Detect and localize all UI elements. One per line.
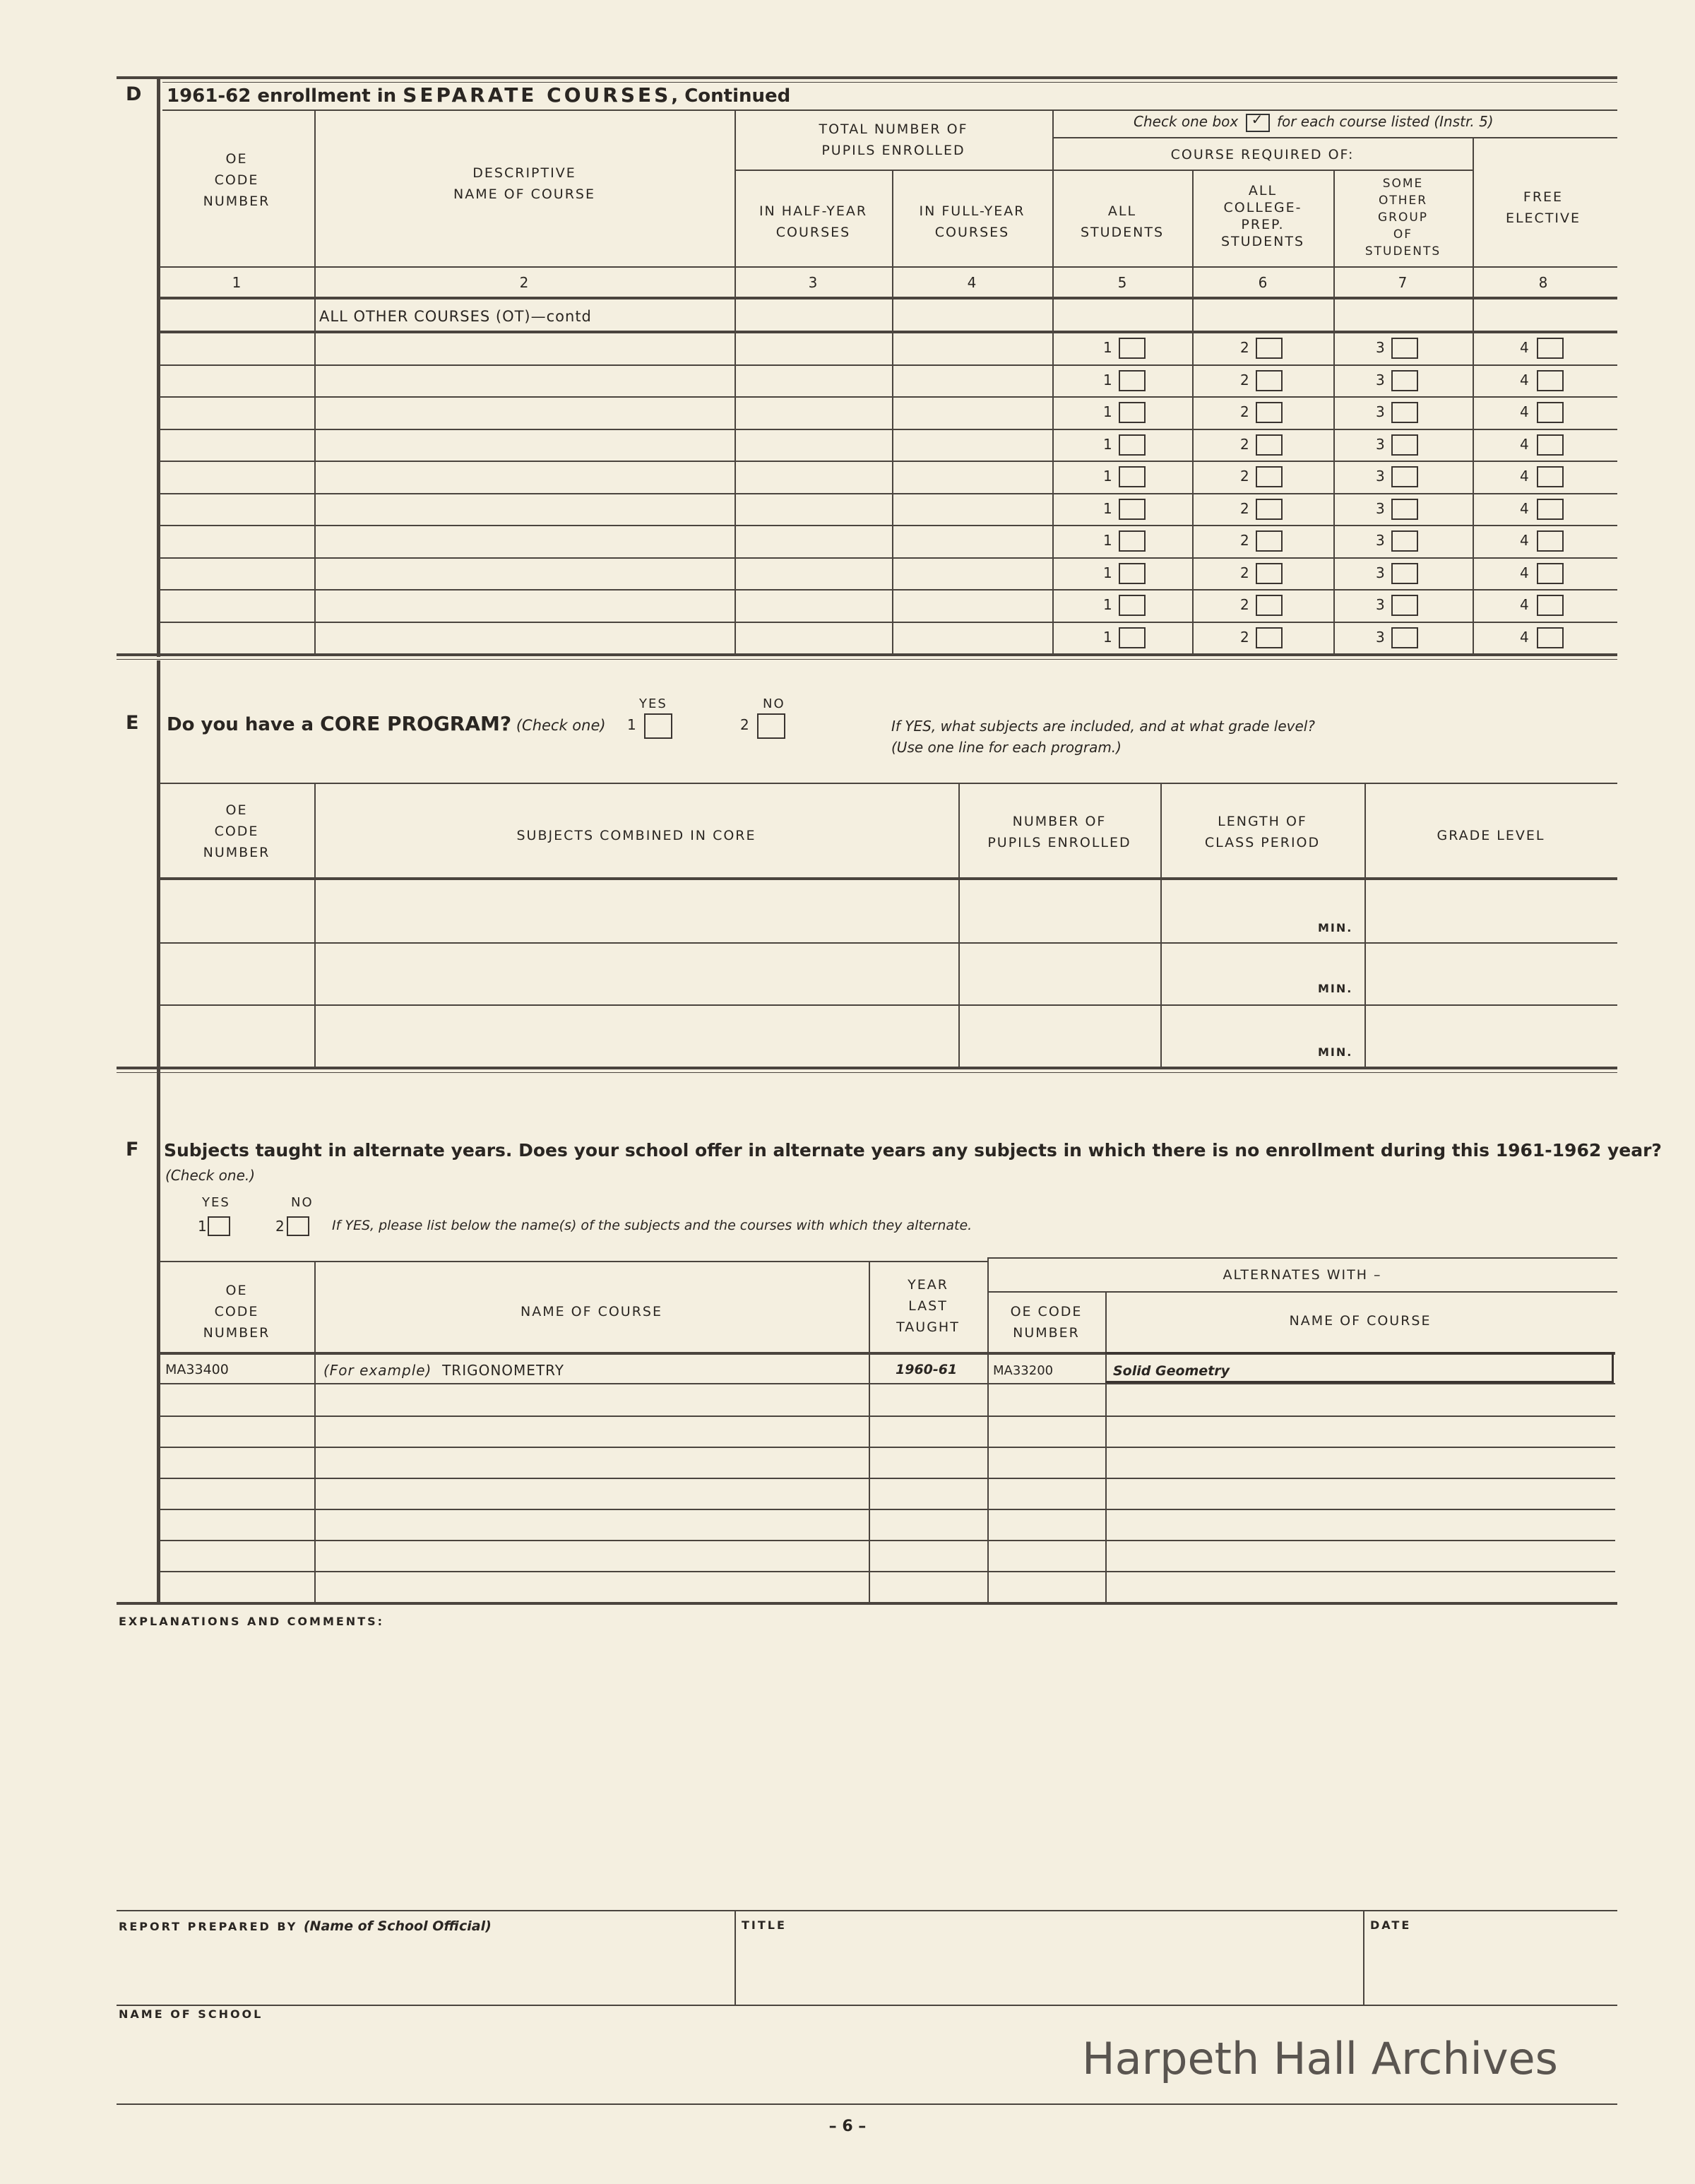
required-checkbox-2[interactable] bbox=[1256, 338, 1283, 359]
course-oe-code-cell[interactable] bbox=[161, 430, 312, 460]
required-checkbox-4[interactable] bbox=[1537, 530, 1564, 552]
required-checkbox-2[interactable] bbox=[1256, 627, 1283, 648]
checkbox-number: 2 bbox=[1240, 596, 1249, 613]
checkbox-number: 3 bbox=[1376, 596, 1385, 613]
required-checkbox-4[interactable] bbox=[1537, 370, 1564, 391]
col-num-2: 2 bbox=[519, 274, 529, 291]
half-year-cell[interactable] bbox=[737, 559, 891, 588]
check-mark-icon: ✓ bbox=[1246, 114, 1270, 132]
checkbox-number: 2 bbox=[1240, 532, 1249, 549]
alternate-years-question: Subjects taught in alternate years. Does your school offer in alternate years any subjects in which there is no enrollment during this 1961-1962 year? bbox=[164, 1140, 1662, 1161]
required-checkbox-1[interactable] bbox=[1119, 466, 1146, 487]
checkbox-number: 2 bbox=[1240, 500, 1249, 517]
checkbox-number: 4 bbox=[1520, 532, 1529, 549]
alt-yes-number: 1 bbox=[198, 1218, 207, 1235]
checkbox-number: 1 bbox=[1103, 339, 1112, 356]
alt-no-number: 2 bbox=[275, 1218, 285, 1235]
col-college-prep-header: ALL COLLEGE- PREP. STUDENTS bbox=[1220, 183, 1305, 249]
section-f-letter: F bbox=[126, 1139, 139, 1161]
half-year-cell[interactable] bbox=[737, 398, 891, 427]
required-checkbox-3[interactable] bbox=[1391, 370, 1418, 391]
half-year-cell[interactable] bbox=[737, 494, 891, 524]
course-name-cell[interactable] bbox=[316, 430, 733, 460]
required-checkbox-4[interactable] bbox=[1537, 595, 1564, 616]
col-num-1: 1 bbox=[232, 274, 242, 291]
check-one-label: (Check one.) bbox=[165, 1167, 256, 1184]
required-checkbox-1[interactable] bbox=[1119, 595, 1146, 616]
course-required-header: COURSE REQUIRED OF: bbox=[1170, 147, 1355, 162]
full-year-cell[interactable] bbox=[894, 430, 1051, 460]
checkbox-number: 2 bbox=[1240, 403, 1249, 420]
example-alt-code: MA33200 bbox=[993, 1363, 1054, 1378]
required-checkbox-2[interactable] bbox=[1256, 595, 1283, 616]
col-half-year-header: IN HALF-YEAR COURSES bbox=[759, 203, 868, 240]
checkbox-number: 4 bbox=[1520, 564, 1529, 581]
required-checkbox-3[interactable] bbox=[1391, 466, 1418, 487]
required-checkbox-2[interactable] bbox=[1256, 466, 1283, 487]
alt-col-year: YEAR LAST TAUGHT bbox=[896, 1277, 960, 1335]
course-name-cell[interactable] bbox=[316, 462, 733, 492]
course-oe-code-cell[interactable] bbox=[161, 559, 312, 588]
col-num-8: 8 bbox=[1538, 274, 1548, 291]
checkbox-number: 2 bbox=[1240, 372, 1249, 388]
core-col-grade: GRADE LEVEL bbox=[1437, 828, 1545, 843]
checkbox-number: 4 bbox=[1520, 372, 1529, 388]
required-checkbox-2[interactable] bbox=[1256, 370, 1283, 391]
course-oe-code-cell[interactable] bbox=[161, 494, 312, 524]
min-label-1: MIN. bbox=[1318, 921, 1353, 934]
checkbox-number: 2 bbox=[1240, 436, 1249, 453]
required-checkbox-1[interactable] bbox=[1119, 627, 1146, 648]
half-year-cell[interactable] bbox=[737, 623, 891, 653]
checkbox-number: 4 bbox=[1520, 403, 1529, 420]
checkbox-number: 3 bbox=[1376, 372, 1385, 388]
date-label: DATE bbox=[1370, 1918, 1412, 1932]
example-alt-name: Solid Geometry bbox=[1113, 1363, 1230, 1379]
required-checkbox-3[interactable] bbox=[1391, 338, 1418, 359]
checkbox-number: 2 bbox=[1240, 629, 1249, 646]
alt-col-alt-name: NAME OF COURSE bbox=[1289, 1313, 1432, 1329]
course-oe-code-cell[interactable] bbox=[161, 623, 312, 653]
alt-col-oe-code: OE CODE NUMBER bbox=[203, 1283, 270, 1341]
checkbox-number: 3 bbox=[1376, 629, 1385, 646]
checkbox-number: 3 bbox=[1376, 500, 1385, 517]
checkbox-number: 1 bbox=[1103, 564, 1112, 581]
required-checkbox-4[interactable] bbox=[1537, 338, 1564, 359]
checkbox-number: 1 bbox=[1103, 468, 1112, 485]
full-year-cell[interactable] bbox=[894, 526, 1051, 556]
course-name-cell[interactable] bbox=[316, 526, 733, 556]
required-checkbox-3[interactable] bbox=[1391, 530, 1418, 552]
course-name-cell[interactable] bbox=[316, 333, 733, 363]
total-pupils-header: TOTAL NUMBER OF PUPILS ENROLLED bbox=[819, 121, 968, 158]
alt-no-label: NO bbox=[291, 1195, 314, 1210]
col-oe-code-header: OE CODE NUMBER bbox=[203, 151, 270, 209]
course-name-cell[interactable] bbox=[316, 494, 733, 524]
required-checkbox-4[interactable] bbox=[1537, 499, 1564, 520]
col-free-elective-header: FREE ELECTIVE bbox=[1505, 189, 1581, 226]
col-other-group-header: SOME OTHER GROUP OF STUDENTS bbox=[1364, 177, 1441, 259]
archive-watermark: Harpeth Hall Archives bbox=[1082, 2033, 1558, 2084]
half-year-cell[interactable] bbox=[737, 526, 891, 556]
required-checkbox-3[interactable] bbox=[1391, 595, 1418, 616]
col-full-year-header: IN FULL-YEAR COURSES bbox=[919, 203, 1025, 240]
core-col-pupils: NUMBER OF PUPILS ENROLLED bbox=[987, 814, 1131, 850]
section-d-title: 1961-62 enrollment in SEPARATE COURSES, Continued bbox=[167, 83, 791, 107]
half-year-cell[interactable] bbox=[737, 590, 891, 620]
required-checkbox-4[interactable] bbox=[1537, 563, 1564, 584]
example-oe-code: MA33400 bbox=[165, 1362, 229, 1377]
core-no-number: 2 bbox=[740, 716, 749, 733]
checkbox-number: 4 bbox=[1520, 436, 1529, 453]
explanations-label: EXPLANATIONS AND COMMENTS: bbox=[119, 1615, 385, 1628]
col-num-5: 5 bbox=[1117, 274, 1127, 291]
col-num-3: 3 bbox=[808, 274, 818, 291]
half-year-cell[interactable] bbox=[737, 366, 891, 396]
checkbox-number: 1 bbox=[1103, 436, 1112, 453]
min-label-2: MIN. bbox=[1318, 982, 1353, 995]
course-oe-code-cell[interactable] bbox=[161, 333, 312, 363]
checkbox-number: 1 bbox=[1103, 500, 1112, 517]
half-year-cell[interactable] bbox=[737, 462, 891, 492]
full-year-cell[interactable] bbox=[894, 494, 1051, 524]
full-year-cell[interactable] bbox=[894, 559, 1051, 588]
required-checkbox-1[interactable] bbox=[1119, 563, 1146, 584]
required-checkbox-4[interactable] bbox=[1537, 402, 1564, 423]
required-checkbox-1[interactable] bbox=[1119, 530, 1146, 552]
checkbox-number: 4 bbox=[1520, 596, 1529, 613]
full-year-cell[interactable] bbox=[894, 462, 1051, 492]
alt-col-name: NAME OF COURSE bbox=[521, 1304, 662, 1319]
required-checkbox-2[interactable] bbox=[1256, 434, 1283, 456]
title-label: TITLE bbox=[742, 1918, 787, 1932]
prepared-by-label: REPORT PREPARED BY (Name of School Official) bbox=[119, 1918, 492, 1934]
school-name-label: NAME OF SCHOOL bbox=[119, 2007, 263, 2021]
col-all-students-header: ALL STUDENTS bbox=[1080, 203, 1165, 240]
required-checkbox-2[interactable] bbox=[1256, 499, 1283, 520]
required-checkbox-3[interactable] bbox=[1391, 402, 1418, 423]
checkbox-number: 3 bbox=[1376, 339, 1385, 356]
checkbox-number: 1 bbox=[1103, 596, 1112, 613]
explanations-field[interactable] bbox=[119, 1632, 1616, 1907]
checkbox-number: 4 bbox=[1520, 500, 1529, 517]
date-field[interactable] bbox=[1367, 1938, 1614, 2002]
full-year-cell[interactable] bbox=[894, 333, 1051, 363]
full-year-cell[interactable] bbox=[894, 366, 1051, 396]
half-year-cell[interactable] bbox=[737, 430, 891, 460]
required-checkbox-1[interactable] bbox=[1119, 434, 1146, 456]
required-checkbox-3[interactable] bbox=[1391, 563, 1418, 584]
course-oe-code-cell[interactable] bbox=[161, 366, 312, 396]
course-oe-code-cell[interactable] bbox=[161, 590, 312, 620]
core-col-subjects: SUBJECTS COMBINED IN CORE bbox=[516, 828, 756, 843]
example-course-name: (For example) TRIGONOMETRY bbox=[323, 1362, 564, 1379]
course-oe-code-cell[interactable] bbox=[161, 462, 312, 492]
course-oe-code-cell[interactable] bbox=[161, 526, 312, 556]
required-checkbox-1[interactable] bbox=[1119, 370, 1146, 391]
required-checkbox-2[interactable] bbox=[1256, 530, 1283, 552]
core-col-length: LENGTH OF CLASS PERIOD bbox=[1204, 814, 1321, 850]
title-field[interactable] bbox=[739, 1938, 1360, 2002]
checkbox-number: 2 bbox=[1240, 564, 1249, 581]
alt-yes-checkbox[interactable] bbox=[208, 1216, 230, 1236]
core-no-checkbox[interactable] bbox=[757, 713, 785, 739]
core-instruction-2: (Use one line for each program.) bbox=[891, 739, 1122, 756]
core-yes-label: YES bbox=[639, 696, 667, 711]
core-instruction-1: If YES, what subjects are included, and at what grade level? bbox=[891, 718, 1315, 735]
checkbox-number: 1 bbox=[1103, 403, 1112, 420]
checkbox-number: 1 bbox=[1103, 372, 1112, 388]
course-oe-code-cell[interactable] bbox=[161, 398, 312, 427]
checkbox-number: 1 bbox=[1103, 532, 1112, 549]
checkbox-number: 3 bbox=[1376, 468, 1385, 485]
required-checkbox-2[interactable] bbox=[1256, 402, 1283, 423]
checkbox-number: 3 bbox=[1376, 532, 1385, 549]
checkbox-number: 3 bbox=[1376, 436, 1385, 453]
required-checkbox-3[interactable] bbox=[1391, 434, 1418, 456]
page-number: – 6 – bbox=[828, 2118, 867, 2135]
required-checkbox-3[interactable] bbox=[1391, 627, 1418, 648]
course-name-cell[interactable] bbox=[316, 559, 733, 588]
core-yes-checkbox[interactable] bbox=[644, 713, 672, 739]
course-name-cell[interactable] bbox=[316, 366, 733, 396]
col-descriptive-name-header: DESCRIPTIVE NAME OF COURSE bbox=[453, 165, 595, 202]
alt-col-alt-code: OE CODE NUMBER bbox=[1010, 1304, 1083, 1341]
required-checkbox-4[interactable] bbox=[1537, 466, 1564, 487]
course-name-cell[interactable] bbox=[316, 623, 733, 653]
min-label-3: MIN. bbox=[1318, 1045, 1353, 1059]
alt-yes-label: YES bbox=[202, 1195, 230, 1210]
checkbox-number: 2 bbox=[1240, 339, 1249, 356]
section-d-letter: D bbox=[126, 83, 142, 105]
checkbox-number: 3 bbox=[1376, 403, 1385, 420]
full-year-cell[interactable] bbox=[894, 623, 1051, 653]
section-e-letter: E bbox=[126, 712, 139, 734]
required-checkbox-1[interactable] bbox=[1119, 402, 1146, 423]
checkbox-number: 4 bbox=[1520, 629, 1529, 646]
prepared-by-field[interactable] bbox=[119, 1938, 732, 2002]
col-num-4: 4 bbox=[967, 274, 977, 291]
core-program-question: Do you have a CORE PROGRAM? (Check one) bbox=[167, 712, 606, 735]
core-col-oe-code: OE CODE NUMBER bbox=[203, 802, 270, 860]
checkbox-number: 1 bbox=[1103, 629, 1112, 646]
full-year-cell[interactable] bbox=[894, 398, 1051, 427]
alternates-with-header: ALTERNATES WITH – bbox=[1223, 1267, 1382, 1283]
core-no-label: NO bbox=[763, 696, 785, 711]
required-checkbox-1[interactable] bbox=[1119, 338, 1146, 359]
half-year-cell[interactable] bbox=[737, 333, 891, 363]
checkbox-number: 3 bbox=[1376, 564, 1385, 581]
checkbox-number: 4 bbox=[1520, 468, 1529, 485]
course-name-cell[interactable] bbox=[316, 398, 733, 427]
course-name-cell[interactable] bbox=[316, 590, 733, 620]
col-num-7: 7 bbox=[1398, 274, 1408, 291]
alt-instruction: If YES, please list below the name(s) of the subjects and the courses with which they alternate. bbox=[332, 1218, 973, 1233]
required-checkbox-4[interactable] bbox=[1537, 434, 1564, 456]
full-year-cell[interactable] bbox=[894, 590, 1051, 620]
group-label: ALL OTHER COURSES (OT)—contd bbox=[319, 308, 592, 325]
check-instruction: Check one box ✓ for each course listed (Instr. 5) bbox=[1134, 113, 1494, 132]
required-checkbox-2[interactable] bbox=[1256, 563, 1283, 584]
col-num-6: 6 bbox=[1258, 274, 1268, 291]
example-year: 1960-61 bbox=[896, 1362, 958, 1377]
required-checkbox-3[interactable] bbox=[1391, 499, 1418, 520]
required-checkbox-1[interactable] bbox=[1119, 499, 1146, 520]
checkbox-number: 2 bbox=[1240, 468, 1249, 485]
checkbox-number: 4 bbox=[1520, 339, 1529, 356]
alt-no-checkbox[interactable] bbox=[287, 1216, 309, 1236]
core-yes-number: 1 bbox=[627, 716, 636, 733]
required-checkbox-4[interactable] bbox=[1537, 627, 1564, 648]
